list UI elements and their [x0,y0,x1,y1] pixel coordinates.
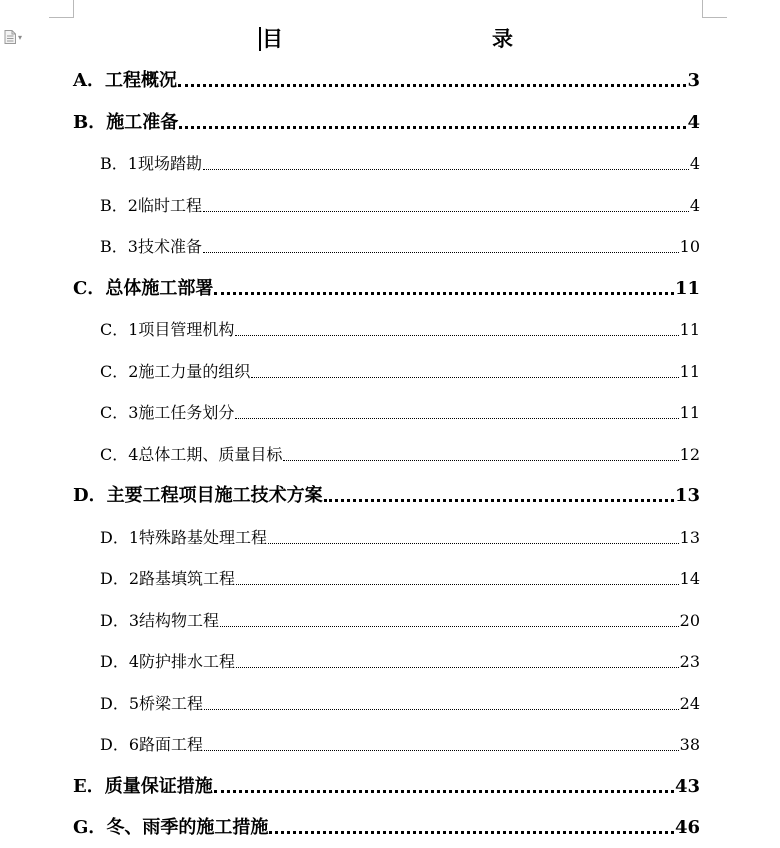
toc-entry-page-number: 12 [679,445,700,464]
caret-down-icon: ▾ [18,32,23,42]
toc-entry-section[interactable] [73,111,700,135]
toc-entry-page-number: 11 [679,403,700,422]
toc-entry-subsection[interactable] [100,152,700,176]
toc-entry-label: C．4总体工期、质量目标 [100,445,283,464]
toc-leader-dots [235,335,678,336]
toc-entry-subsection[interactable] [100,650,700,674]
toc-entry-label: D．4防护排水工程 [100,652,236,671]
toc-leader-dots [178,84,687,87]
toc-entry-label: C．2施工力量的组织 [100,362,251,381]
toc-entry-subsection[interactable] [100,526,700,550]
toc-leader-dots [214,292,674,295]
toc-entry-section[interactable] [73,816,700,840]
toc-leader-dots [324,499,674,502]
toc-entry-page-number: 20 [679,611,700,630]
toc-entry-subsection[interactable] [100,194,700,218]
toc-entry-subsection[interactable] [100,235,700,259]
toc-entry-section[interactable] [73,775,700,799]
toc-title-part2: 录 [492,26,513,51]
toc-entry-section[interactable] [73,484,700,508]
toc-entry-label: B．3技术准备 [100,237,202,256]
toc-entry-label: B．1现场踏勘 [100,154,202,173]
toc-entry-label: D．1特殊路基处理工程 [100,528,268,547]
toc-entry-page-number: 23 [679,652,700,671]
toc-leader-dots [269,831,674,834]
toc-leader-dots [220,626,679,627]
toc-entry-page-number: 13 [679,528,700,547]
toc-entry-page-number: 43 [674,776,700,797]
toc-entry-subsection[interactable] [100,318,700,342]
toc-leader-dots [236,667,679,668]
toc-entry-page-number: 3 [687,70,700,91]
toc-leader-dots [203,211,689,212]
toc-entry-label: B．2临时工程 [100,196,202,215]
toc-entry-label: B．施工准备 [73,112,179,133]
toc-entry-label: C．总体施工部署 [73,278,214,299]
toc-leader-dots [283,460,678,461]
toc-entry-subsection[interactable] [100,443,700,467]
toc-entry-page-number: 46 [674,817,700,838]
toc-entry-label: C．1项目管理机构 [100,320,235,339]
toc-entry-label: A．工程概况 [73,70,177,91]
toc-entry-label: D．主要工程项目施工技术方案 [73,485,323,506]
toc-leader-dots [204,750,679,751]
toc-entry-page-number: 10 [679,237,700,256]
toc-entry-label: D．2路基填筑工程 [100,569,236,588]
toc-entry-page-number: 11 [674,278,700,299]
toc-title [0,24,780,54]
toc-entry-page-number: 14 [679,569,700,588]
toc-leader-dots [203,169,689,170]
crop-mark-top-right [702,0,727,18]
toc-leader-dots [204,709,679,710]
toc-entry-label: C．3施工任务划分 [100,403,235,422]
toc-leader-dots [235,418,678,419]
toc-leader-dots [268,543,679,544]
toc-entry-subsection[interactable] [100,609,700,633]
toc-entry-page-number: 13 [674,485,700,506]
toc-leader-dots [214,790,674,793]
toc-leader-dots [203,252,679,253]
toc-title-part1: 目 [262,26,283,51]
toc-entry-label: E．质量保证措施 [73,776,213,797]
toc-entry-section[interactable] [73,277,700,301]
toc-entry-page-number: 4 [689,154,700,173]
toc-entry-page-number: 4 [687,112,700,133]
toc-entry-label: D．3结构物工程 [100,611,220,630]
toc-leader-dots [236,584,679,585]
toc-entry-page-number: 38 [679,735,700,754]
toc-entry-label: D．6路面工程 [100,735,204,754]
toc-leader-dots [179,126,686,129]
toc-entry-subsection[interactable] [100,733,700,757]
toc-leader-dots [251,377,678,378]
toc-entry-section[interactable] [73,69,700,93]
toc-entry-page-number: 4 [689,196,700,215]
toc-entry-page-number: 24 [679,694,700,713]
toc-entry-page-number: 11 [679,362,700,381]
toc-entry-page-number: 11 [679,320,700,339]
toc-entry-label: D．5桥梁工程 [100,694,204,713]
toc-entry-subsection[interactable] [100,692,700,716]
toc-entry-subsection[interactable] [100,567,700,591]
text-cursor [259,27,261,51]
toc-entry-label: G．冬、雨季的施工措施 [73,817,269,838]
crop-mark-top-left [49,0,74,18]
toc-entry-subsection[interactable] [100,360,700,384]
toc-entry-subsection[interactable] [100,401,700,425]
